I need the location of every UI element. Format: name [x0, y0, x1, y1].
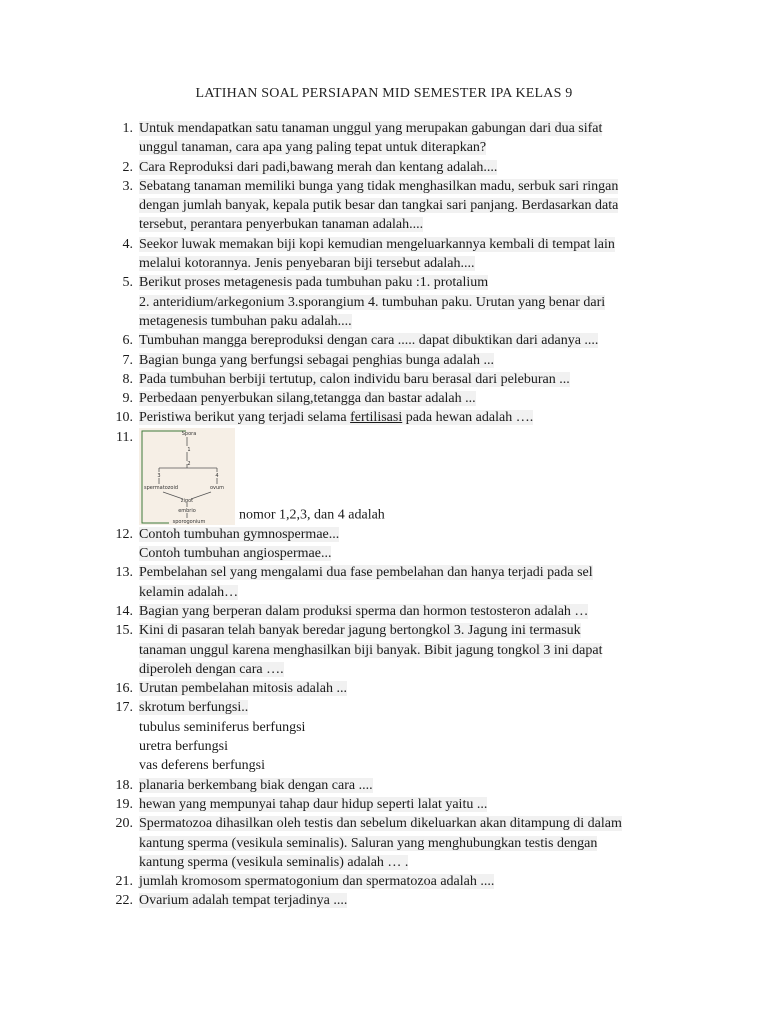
question-item [104, 235, 684, 274]
question-number: 5. [122, 275, 133, 291]
question-text: Contoh tumbuhan gymnospermae... [139, 526, 340, 542]
question-item [104, 621, 684, 679]
question-item [104, 891, 684, 910]
question-text: Perbedaan penyerbukan silang,tetangga dan bastar adalah ... [139, 391, 476, 407]
question-text: diperoleh dengan cara …. [139, 661, 284, 677]
fig-label-3: 3 [157, 472, 161, 479]
question-item [104, 563, 684, 602]
fig-label-spermatozoid: spermatozoid [143, 484, 179, 491]
question-text: hewan yang mempunyai tahap daur hidup seperti lalat yaitu ... [139, 796, 488, 812]
question-item [104, 428, 684, 525]
question-item [104, 119, 684, 158]
question-number: 19. [115, 796, 133, 812]
fig-label-4: 4 [215, 472, 219, 479]
question-number: 15. [115, 623, 133, 639]
question-item [104, 525, 684, 564]
metagenesis-diagram [139, 428, 235, 525]
question-text: Contoh tumbuhan angiospermae... [139, 546, 332, 562]
question-text: Ovarium adalah tempat terjadinya .... [139, 893, 348, 909]
question-number: 12. [115, 526, 133, 542]
question-number: 3. [122, 178, 133, 194]
question-item [104, 177, 684, 235]
question-text: Untuk mendapatkan satu tanaman unggul yang merupakan gabungan dari dua sifat [139, 121, 603, 136]
question-text: Berikut proses metagenesis pada tumbuhan paku :1. protalium [139, 275, 489, 291]
question-text: dengan jumlah banyak, kepala putik besar dan tangkai sari panjang. Berdasarkan data [139, 198, 619, 214]
question-item [104, 408, 684, 427]
question-text: tersebut, perantara penyerbukan tanaman adalah.... [139, 217, 424, 233]
question-number: 18. [115, 777, 133, 793]
question-item [104, 776, 684, 795]
question-item [104, 389, 684, 408]
page-title: LATIHAN SOAL PERSIAPAN MID SEMESTER IPA KELAS 9 [195, 86, 573, 101]
fig-label-embrio: embrio [178, 507, 196, 514]
question-text: Peristiwa berikut yang terjadi selama [139, 410, 351, 426]
question-text: Bagian bunga yang berfungsi sebagai penghias bunga adalah ... [139, 352, 494, 368]
question-number: 11. [116, 429, 133, 445]
fig-label-2: 2 [187, 460, 191, 467]
question-number: 8. [122, 371, 133, 387]
question-number: 4. [122, 236, 133, 252]
question-number: 14. [115, 603, 133, 619]
question-item [104, 331, 684, 350]
question-text: Seekor luwak memakan biji kopi kemudian mengeluarkannya kembali di tempat lain [139, 236, 615, 252]
question-text: uretra berfungsi [139, 739, 229, 755]
question-number: 1. [122, 121, 133, 136]
question-number: 9. [122, 391, 133, 407]
question-number: 16. [115, 681, 133, 697]
question-text: skrotum berfungsi.. [139, 700, 249, 716]
question-number: 17. [115, 700, 133, 716]
question-number: 13. [115, 565, 133, 581]
question-item [104, 602, 684, 621]
question-text: kelamin adalah… [139, 584, 239, 600]
question-text: kantung sperma (vesikula seminalis) adalah … . [139, 854, 409, 870]
question-text: Pada tumbuhan berbiji tertutup, calon individu baru berasal dari peleburan ... [139, 371, 570, 387]
question-text: planaria berkembang biak dengan cara .... [139, 777, 373, 793]
fig-label-spora: Spora [181, 430, 197, 437]
question-text: tubulus seminiferus berfungsi [139, 719, 306, 735]
question-number: 22. [115, 893, 133, 909]
question-item [104, 370, 684, 389]
question-text: Sebatang tanaman memiliki bunga yang tidak menghasilkan madu, serbuk sari ringan [139, 178, 619, 194]
question-number: 2. [122, 159, 133, 175]
question-text: metagenesis tumbuhan paku adalah.... [139, 313, 352, 329]
question-text: Cara Reproduksi dari padi,bawang merah dan kentang adalah.... [139, 159, 498, 175]
question-item [104, 872, 684, 891]
question-item [104, 273, 684, 331]
question-number: 21. [115, 874, 133, 890]
underlined-term: fertilisasi [350, 410, 403, 426]
fig-label-ovum: ovum [209, 484, 225, 491]
question-text: kantung sperma (vesikula seminalis). Saluran yang menghubungkan testis dengan [139, 835, 598, 851]
question-text: Spermatozoa dihasilkan oleh testis dan sebelum dikeluarkan akan ditampung di dalam [139, 816, 622, 832]
question-text: tanaman unggul karena menghasilkan biji banyak. Bibit jagung tongkol 3 ini dapat [139, 642, 603, 658]
question-item [104, 158, 684, 177]
question-text: Pembelahan sel yang mengalami dua fase pembelahan dan hanya terjadi pada sel [139, 565, 593, 581]
question-text: jumlah kromosom spermatogonium dan spermatozoa adalah .... [139, 874, 495, 890]
question-number: 7. [122, 352, 133, 368]
question-text: Tumbuhan mangga bereproduksi dengan cara ..... dapat dibuktikan dari adanya .... [139, 333, 599, 349]
question-item [104, 698, 684, 775]
question-item [104, 351, 684, 370]
question-number: 20. [115, 816, 133, 832]
question-number: 10. [115, 410, 133, 426]
question-text: vas deferens berfungsi [139, 758, 265, 774]
question-number: 6. [122, 333, 133, 349]
question-text: pada hewan adalah …. [402, 410, 534, 426]
question-text: Bagian yang berperan dalam produksi sperma dan hormon testosteron adalah … [139, 603, 589, 619]
fig-label-zigot: zigot [180, 497, 194, 504]
question-text: nomor 1,2,3, dan 4 adalah [239, 507, 385, 523]
question-text: unggul tanaman, cara apa yang paling tepat untuk diterapkan? [139, 140, 487, 156]
question-text: 2. anteridium/arkegonium 3.sporangium 4. tumbuhan paku. Urutan yang benar dari [139, 294, 606, 310]
fig-label-1: 1 [187, 446, 191, 453]
question-text: Urutan pembelahan mitosis adalah ... [139, 681, 347, 697]
question-text: Kini di pasaran telah banyak beredar jagung bertongkol 3. Jagung ini termasuk [139, 623, 581, 639]
fig-label-sporogonium: sporogonium [172, 518, 206, 525]
question-list [104, 119, 684, 911]
question-item [104, 814, 684, 872]
question-item [104, 795, 684, 814]
question-item [104, 679, 684, 698]
question-text: melalui kotorannya. Jenis penyebaran biji tersebut adalah.... [139, 256, 475, 272]
